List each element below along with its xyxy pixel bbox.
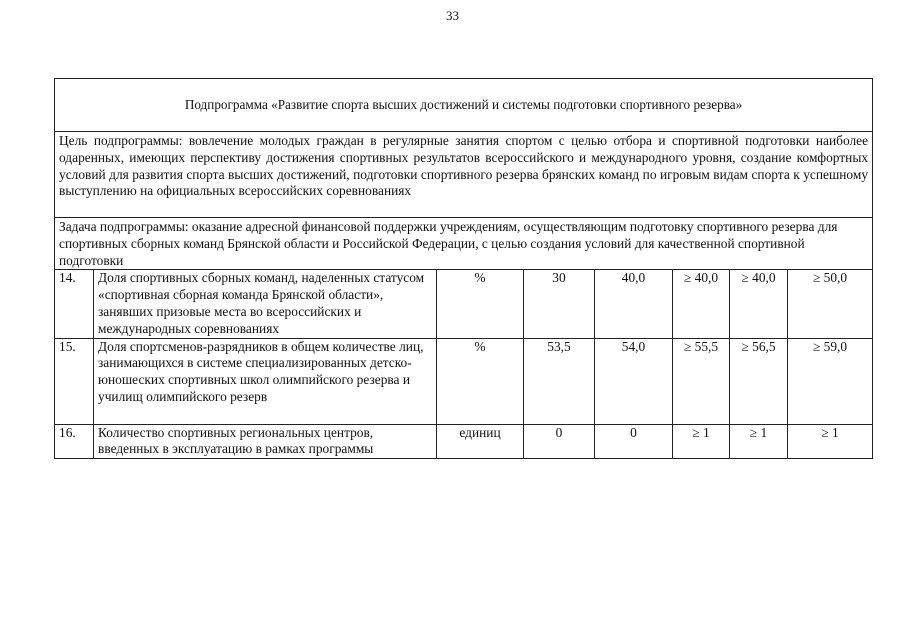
value-cell: 30: [524, 270, 595, 338]
value-cell: ≥ 1: [730, 424, 788, 459]
table-row: [55, 338, 873, 424]
goal-row: [55, 132, 873, 218]
value-cell: 40,0: [595, 270, 673, 338]
value-cell: ≥ 59,0: [788, 338, 873, 424]
subprogram-goal: Цель подпрограммы: вовлечение молодых граждан в регулярные занятия спортом с целью отбора и спортивной подготовки наиболее одаренных, имеющих перспективу достижения спортивных результатов всероссийского и международного уровня, создание комфортных условий для развития спорта высших достижений, подготовки спортивного резерва брянских команд по игровым видам спорта к успешному выступлению на официальных всероссийских соревнованиях: [55, 132, 873, 218]
indicator-name: Доля спортивных сборных команд, наделенных статусом «спортивная сборная команда Брянской области», занявших призовые места во всероссийских и международных соревнованиях: [94, 270, 437, 338]
task-row: [55, 218, 873, 270]
value-cell: 0: [595, 424, 673, 459]
page-number: 33: [446, 8, 459, 23]
indicators-table: [54, 78, 873, 459]
row-number: 14.: [55, 270, 94, 338]
value-cell: 0: [524, 424, 595, 459]
subprogram-title-row: [55, 79, 873, 132]
value-cell: 54,0: [595, 338, 673, 424]
row-number: 15.: [55, 338, 94, 424]
unit-cell: единиц: [437, 424, 524, 459]
row-number: 16.: [55, 424, 94, 459]
value-cell: 53,5: [524, 338, 595, 424]
value-cell: ≥ 1: [673, 424, 730, 459]
unit-cell: %: [437, 338, 524, 424]
value-cell: ≥ 40,0: [673, 270, 730, 338]
value-cell: ≥ 1: [788, 424, 873, 459]
indicator-name: Количество спортивных региональных центров, введенных в эксплуатацию в рамках программы: [94, 424, 437, 459]
subprogram-task: Задача подпрограммы: оказание адресной финансовой поддержки учреждениям, осуществляющим подготовку спортивного резерва для спортивных сборных команд Брянской области и Российской Федерации, с целью создания условий для качественной спортивной подготовки: [55, 218, 873, 270]
value-cell: ≥ 55,5: [673, 338, 730, 424]
value-cell: ≥ 40,0: [730, 270, 788, 338]
table-row: [55, 424, 873, 459]
value-cell: ≥ 50,0: [788, 270, 873, 338]
indicator-name: Доля спортсменов-разрядников в общем количестве лиц, занимающихся в системе специализированных детско-юношеских спортивных школ олимпийского резерва и училищ олимпийского резерв: [94, 338, 437, 424]
value-cell: ≥ 56,5: [730, 338, 788, 424]
unit-cell: %: [437, 270, 524, 338]
table-row: [55, 270, 873, 338]
subprogram-title: Подпрограмма «Развитие спорта высших достижений и системы подготовки спортивного резерва»: [55, 79, 873, 132]
